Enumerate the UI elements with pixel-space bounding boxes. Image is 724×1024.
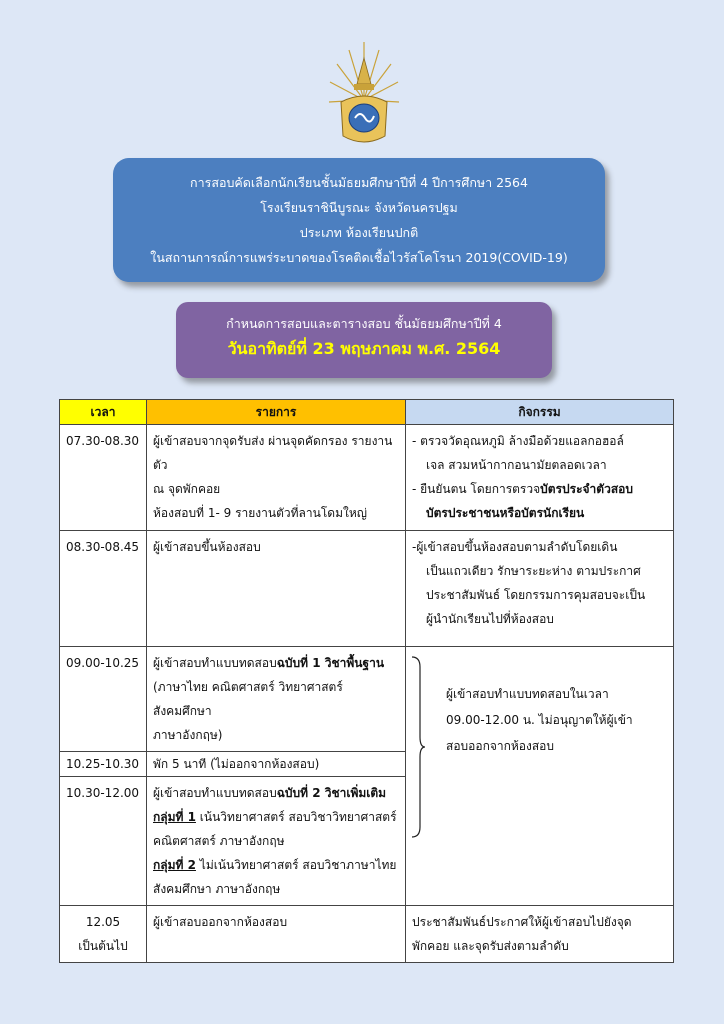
time-cell: 09.00-10.25: [60, 647, 147, 752]
table-row: [60, 425, 674, 531]
header-activity: กิจกรรม: [406, 400, 674, 425]
title-line-2: โรงเรียนราชินีบูรณะ จังหวัดนครปฐม: [260, 200, 458, 215]
activity-text: สอบออกจากห้องสอบ: [446, 739, 554, 753]
table-row: [60, 531, 674, 647]
table-row: [60, 647, 674, 752]
table-header-row: [60, 400, 674, 425]
activity-text: ประชาสัมพันธ์ประกาศให้ผู้เข้าสอบไปยังจุด: [412, 915, 632, 929]
activity-text: ประชาสัมพันธ์ โดยกรรมการคุมสอบจะเป็น: [426, 588, 646, 602]
table-row: [60, 906, 674, 963]
item-text-part: ผู้เข้าสอบทำแบบทดสอบ: [153, 786, 277, 800]
activity-text: เจล สวมหน้ากากอนามัยตลอดเวลา: [426, 458, 607, 472]
activity-cell: [406, 531, 674, 647]
item-text-part: ผู้เข้าสอบทำแบบทดสอบ: [153, 656, 277, 670]
time-cell: 10.30-12.00: [60, 777, 147, 906]
item-text-bold: ฉบับที่ 1 วิชาพื้นฐาน: [276, 656, 385, 670]
group-1-desc: คณิตศาสตร์ ภาษาอังกฤษ: [153, 834, 285, 848]
activity-text: เป็นแถวเดียว รักษาระยะห่าง ตามประกาศ: [426, 564, 641, 578]
item-text: ภาษาอังกฤษ): [153, 728, 223, 742]
item-cell: ผู้เข้าสอบขึ้นห้องสอบ: [147, 531, 406, 647]
group-2-text: [153, 853, 399, 877]
activity-cell: [406, 906, 674, 963]
item-cell: ผู้เข้าสอบออกจากห้องสอบ: [147, 906, 406, 963]
school-crest-logo: [327, 40, 401, 150]
activity-text: -ผู้เข้าสอบขึ้นห้องสอบตามลำดับโดยเดิน: [412, 540, 618, 554]
curly-brace-icon: [410, 655, 426, 839]
item-cell: พัก 5 นาที (ไม่ออกจากห้องสอบ): [147, 752, 406, 777]
activity-text: - ตรวจวัดอุณหภูมิ ล้างมือด้วยแอลกอฮอล์: [412, 434, 624, 448]
title-line-4: ในสถานการณ์การแพร่ระบาดของโรคติดเชื้อไวรัสโคโรนา 2019(COVID-19): [150, 250, 568, 265]
group-1-label: กลุ่มที่ 1: [153, 810, 196, 824]
schedule-subtitle: กำหนดการสอบและตารางสอบ ชั้นมัธยมศึกษาปีที่ 4: [226, 316, 502, 331]
group-2-desc: ไม่เน้นวิทยาศาสตร์ สอบวิชาภาษาไทย: [195, 858, 397, 872]
exam-date: วันอาทิตย์ที่ 23 พฤษภาคม พ.ศ. 2564: [227, 339, 501, 358]
activity-text: ผู้นำนักเรียนไปที่ห้องสอบ: [426, 612, 554, 626]
merged-activity-cell: [406, 647, 674, 906]
item-text: ผู้เข้าสอบจากจุดรับส่ง ผ่านจุดคัดกรอง รายงานตัว: [153, 434, 393, 472]
activity-text: 09.00-12.00 น. ไม่อนุญาตให้ผู้เข้า: [446, 713, 633, 727]
time-cell: 10.25-10.30: [60, 752, 147, 777]
header-item: รายการ: [147, 400, 406, 425]
id-card-text: บัตรประชาชนหรือบัตรนักเรียน: [426, 506, 585, 520]
header-time: เวลา: [60, 400, 147, 425]
group-1-desc: เน้นวิทยาศาสตร์ สอบวิชาวิทยาศาสตร์: [195, 810, 397, 824]
activity-text-part: - ยืนยันตน โดยการตรวจ: [412, 482, 541, 496]
item-text: [153, 651, 399, 675]
item-text: [153, 781, 399, 805]
group-2-desc: สังคมศึกษา ภาษาอังกฤษ: [153, 882, 281, 896]
item-cell: [147, 647, 406, 752]
item-text: (ภาษาไทย คณิตศาสตร์ วิทยาศาสตร์ สังคมศึกษา: [153, 680, 343, 718]
time-cell: 07.30-08.30: [60, 425, 147, 531]
schedule-date-banner: [176, 302, 552, 378]
time-text: 12.05: [85, 915, 121, 929]
activity-text: [412, 477, 667, 501]
time-cell: 08.30-08.45: [60, 531, 147, 647]
exam-schedule-table: [59, 399, 674, 963]
title-line-1: การสอบคัดเลือกนักเรียนชั้นมัธยมศึกษาปีที่ 4 ปีการศึกษา 2564: [190, 175, 528, 190]
time-cell: [60, 906, 147, 963]
id-card-text: บัตรประจำตัวสอบ: [540, 482, 633, 496]
activity-text: ผู้เข้าสอบทำแบบทดสอบในเวลา: [446, 687, 609, 701]
item-text-bold: ฉบับที่ 2 วิชาเพิ่มเติม: [276, 786, 387, 800]
item-cell: [147, 425, 406, 531]
exam-rule-text: [446, 681, 665, 759]
activity-cell: [406, 425, 674, 531]
group-1-text: [153, 805, 399, 829]
group-2-label: กลุ่มที่ 2: [153, 858, 196, 872]
exam-title-banner: [113, 158, 605, 282]
time-text: เป็นต้นไป: [78, 939, 128, 953]
item-text: ณ จุดพักคอย: [153, 482, 221, 496]
title-line-3: ประเภท ห้องเรียนปกติ: [299, 225, 419, 240]
activity-text: พักคอย และจุดรับส่งตามลำดับ: [412, 939, 569, 953]
item-cell: [147, 777, 406, 906]
item-text: ห้องสอบที่ 1- 9 รายงานตัวที่ลานโดมใหญ่: [153, 506, 367, 520]
